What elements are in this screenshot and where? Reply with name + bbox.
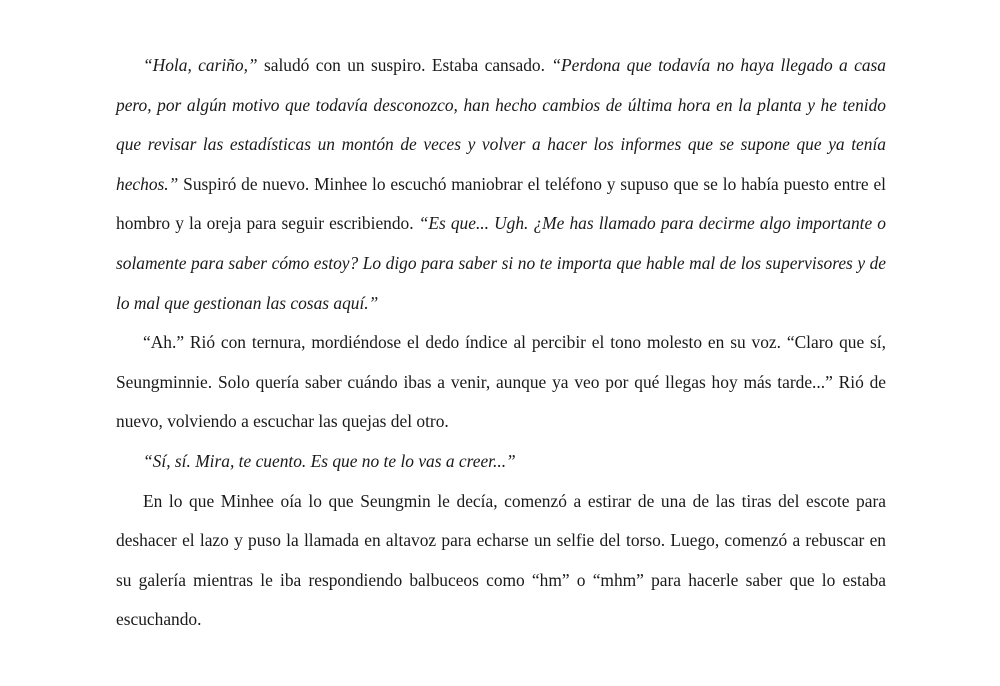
- dialogue-italic: “Es que... Ugh. ¿Me has llamado para decirme algo importante o solamente para saber cómo estoy? Lo digo para saber si no te importa que hable mal de los supervisores y de lo mal que gestionan las cosas aquí.”: [116, 213, 886, 313]
- narration-text: En lo que Minhee oía lo que Seungmin le decía, comenzó a estirar de una de las tiras del escote para deshacer el lazo y puso la llamada en altavoz para echarse un selfie del torso. Luego, comenzó a rebuscar en su galería mientras le iba respondiendo balbuceos como “hm” o “mhm” para hacerle saber que lo estaba escuchando.: [116, 490, 886, 630]
- paragraph-4: [116, 482, 886, 640]
- dialogue-italic: “Hola, cariño,”: [143, 55, 258, 75]
- paragraph-3: [116, 442, 886, 482]
- paragraph-2: [116, 323, 886, 442]
- dialogue-italic: “Sí, sí. Mira, te cuento. Es que no te lo vas a creer...”: [143, 450, 516, 471]
- dialogue-italic: “Perdona que todavía no haya llegado a casa pero, por algún motivo que todavía desconozco, han hecho cambios de última hora en la planta y he tenido que revisar las estadísticas un montón de veces y volver a hacer los informes que se supone que ya tenía hechos.”: [116, 55, 886, 194]
- paragraph-1: [116, 46, 886, 323]
- narration-text: “Ah.” Rió con ternura, mordiéndose el dedo índice al percibir el tono molesto en su voz. “Claro que sí, Seungminnie. Solo quería saber cuándo ibas a venir, aunque ya veo por qué llegas hoy más tarde...” Rió de nuevo, volviendo a escuchar las quejas del otro.: [116, 332, 886, 432]
- narration-text: Suspiró de nuevo. Minhee lo escuchó maniobrar el teléfono y supuso que se lo había puesto entre el hombro y la oreja para seguir escribiendo.: [116, 173, 886, 234]
- narration-text: saludó con un suspiro. Estaba cansado.: [257, 55, 552, 75]
- document-page: [116, 46, 886, 640]
